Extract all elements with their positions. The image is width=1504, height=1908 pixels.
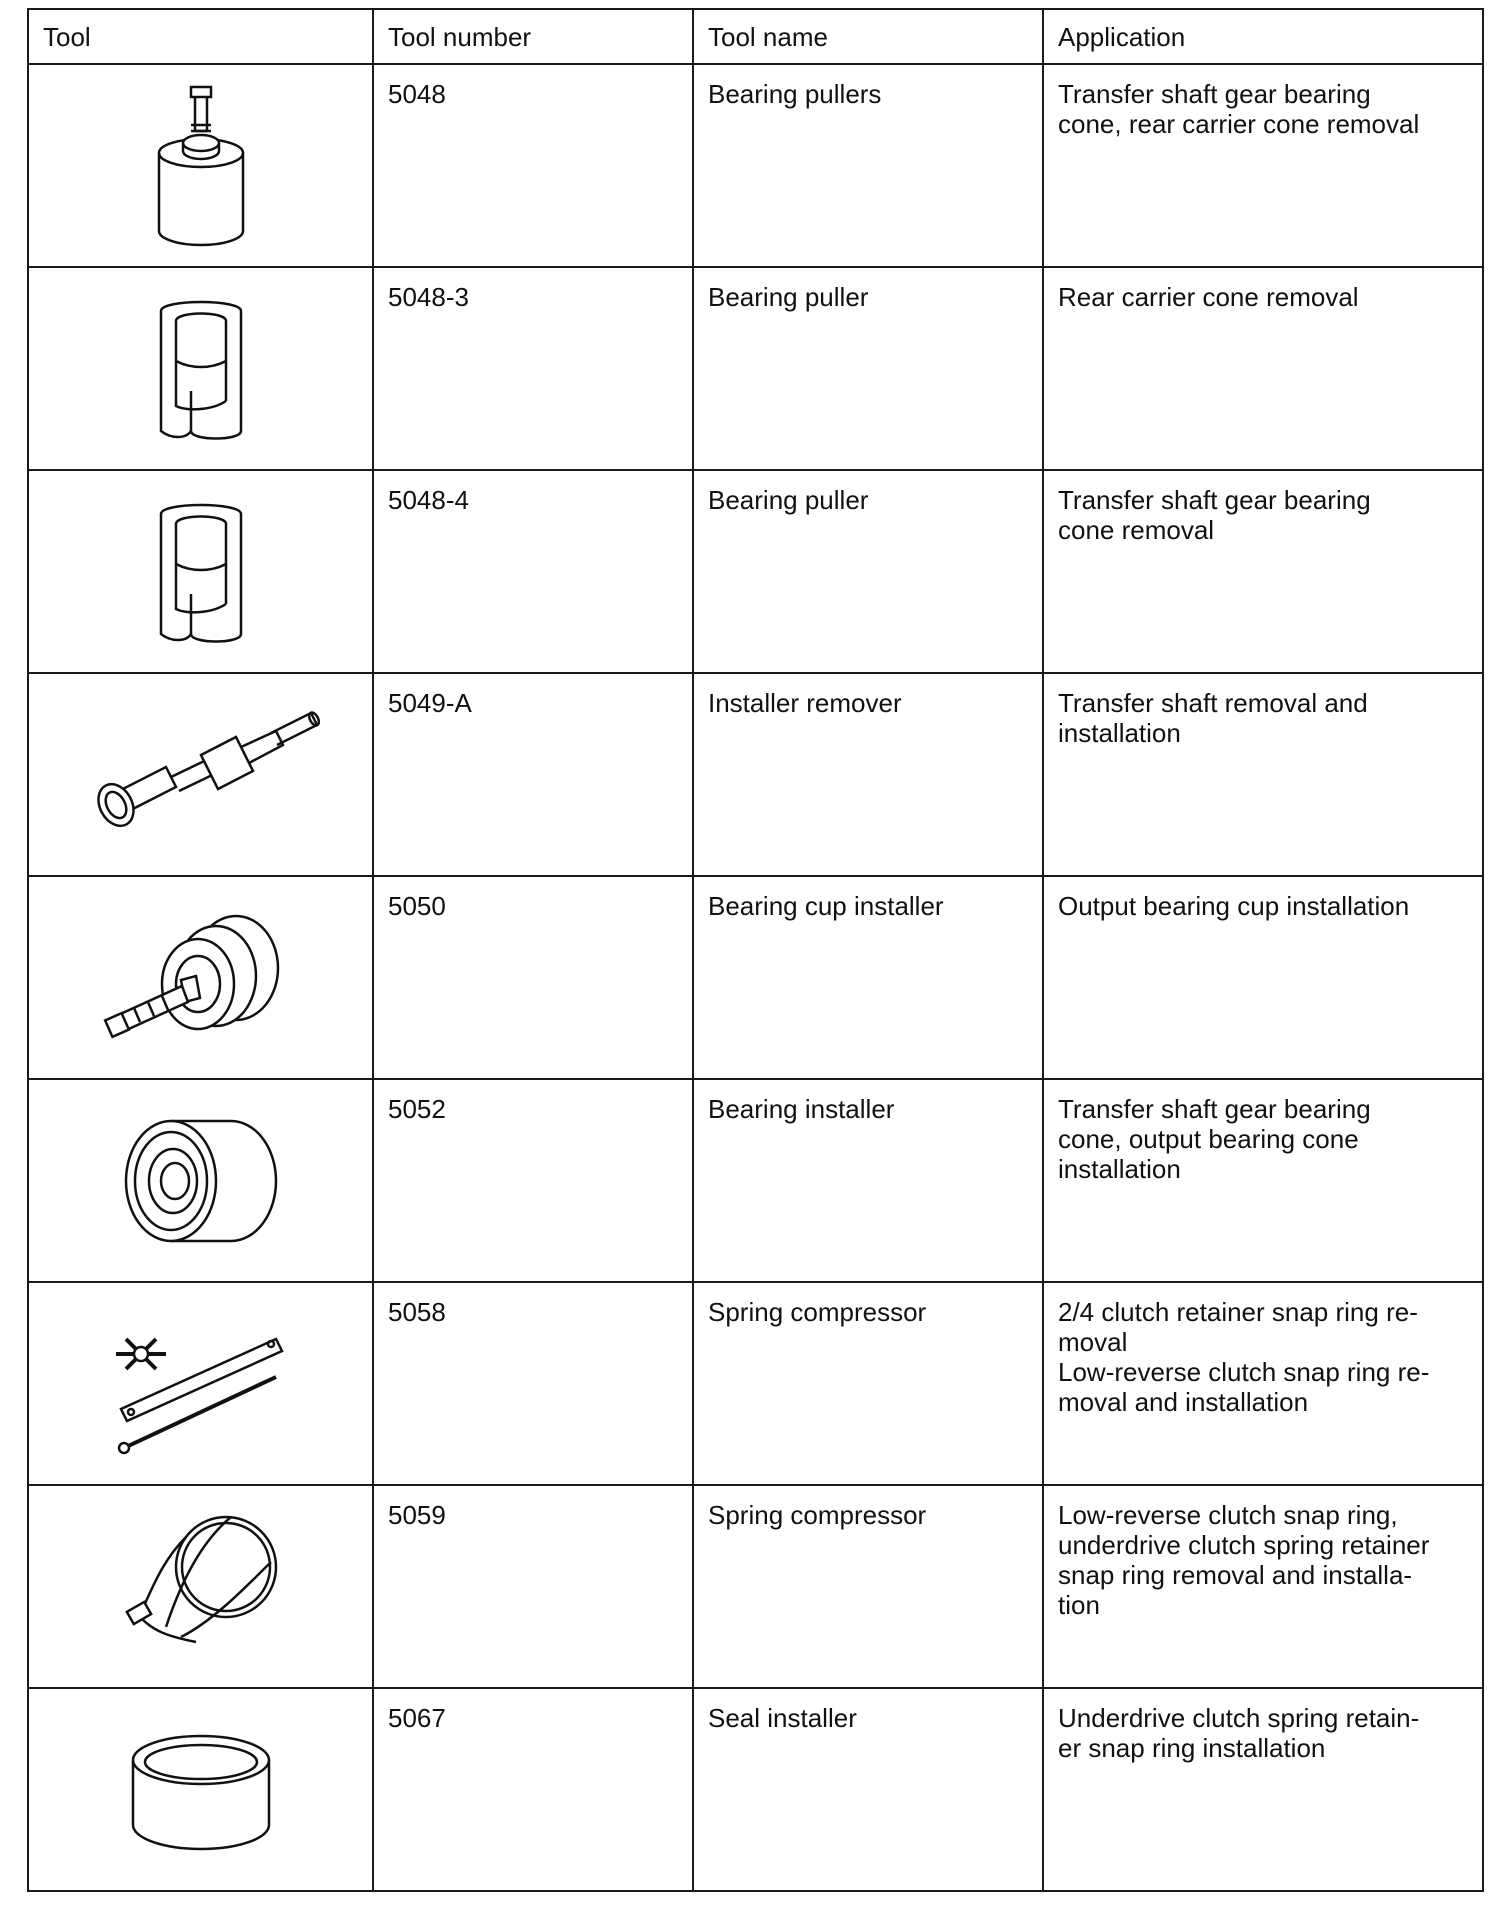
application-line: Rear carrier cone removal	[1058, 282, 1359, 312]
tool-illustration-cell	[28, 267, 373, 470]
tool-number: 5048-3	[373, 267, 693, 470]
application-line: Transfer shaft removal and	[1058, 688, 1368, 718]
tool-number: 5059	[373, 1485, 693, 1688]
installer-remover-icon	[29, 695, 372, 855]
tool-name: Bearing puller	[693, 470, 1043, 673]
application-line: 2/4 clutch retainer snap ring re-	[1058, 1297, 1418, 1327]
tool-illustration-cell	[28, 64, 373, 267]
spring-compressor-cage-icon	[29, 1502, 372, 1672]
special-tools-document	[27, 8, 1484, 1892]
application-line: moval and installation	[1058, 1387, 1309, 1417]
application-line: Low-reverse clutch snap ring,	[1058, 1500, 1398, 1530]
tool-illustration-cell	[28, 1282, 373, 1485]
tool-name: Spring compressor	[693, 1282, 1043, 1485]
table-row	[28, 1282, 1483, 1485]
bearing-pullers-icon	[29, 81, 372, 251]
application-line: underdrive clutch spring retainer	[1058, 1530, 1430, 1560]
tool-number: 5050	[373, 876, 693, 1079]
application-line: cone, output bearing cone	[1058, 1124, 1359, 1154]
application-line: installation	[1058, 1154, 1181, 1184]
tool-application	[1043, 1079, 1483, 1282]
tool-illustration-cell	[28, 673, 373, 876]
application-line: Transfer shaft gear bearing	[1058, 1094, 1371, 1124]
table-header-row	[28, 9, 1483, 64]
tool-number: 5067	[373, 1688, 693, 1891]
tool-illustration-cell	[28, 1079, 373, 1282]
tool-illustration-cell	[28, 1688, 373, 1891]
application-line: cone, rear carrier cone removal	[1058, 109, 1420, 139]
tool-illustration-cell	[28, 1485, 373, 1688]
bearing-puller-half-icon	[29, 281, 372, 456]
special-tools-table	[27, 8, 1484, 1892]
table-row	[28, 1688, 1483, 1891]
application-line: er snap ring installation	[1058, 1733, 1326, 1763]
tool-application	[1043, 470, 1483, 673]
application-line: Low-reverse clutch snap ring re-	[1058, 1357, 1430, 1387]
application-line: tion	[1058, 1590, 1100, 1620]
tool-number: 5048-4	[373, 470, 693, 673]
spring-compressor-bar-icon	[29, 1309, 372, 1459]
tool-application	[1043, 64, 1483, 267]
bearing-puller-half-icon	[29, 484, 372, 659]
application-line: Transfer shaft gear bearing	[1058, 79, 1371, 109]
tool-number: 5058	[373, 1282, 693, 1485]
application-line: Output bearing cup installation	[1058, 891, 1410, 921]
header-tool: Tool	[28, 9, 373, 64]
tool-number: 5049-A	[373, 673, 693, 876]
application-line: Transfer shaft gear bearing	[1058, 485, 1371, 515]
tool-application	[1043, 673, 1483, 876]
table-row	[28, 1079, 1483, 1282]
table-row	[28, 64, 1483, 267]
application-line: Underdrive clutch spring retain-	[1058, 1703, 1420, 1733]
tool-illustration-cell	[28, 876, 373, 1079]
application-line: cone removal	[1058, 515, 1215, 545]
application-line: snap ring removal and installa-	[1058, 1560, 1413, 1590]
tool-name: Seal installer	[693, 1688, 1043, 1891]
tool-name: Bearing installer	[693, 1079, 1043, 1282]
bearing-cup-installer-icon	[29, 898, 372, 1058]
table-row	[28, 673, 1483, 876]
table-row	[28, 267, 1483, 470]
tool-application	[1043, 1485, 1483, 1688]
application-line: installation	[1058, 718, 1181, 748]
seal-installer-icon	[29, 1715, 372, 1865]
table-row	[28, 1485, 1483, 1688]
tool-name: Installer remover	[693, 673, 1043, 876]
tool-name: Bearing puller	[693, 267, 1043, 470]
table-row	[28, 876, 1483, 1079]
tool-number: 5048	[373, 64, 693, 267]
tool-application	[1043, 267, 1483, 470]
header-application: Application	[1043, 9, 1483, 64]
tool-number: 5052	[373, 1079, 693, 1282]
bearing-installer-icon	[29, 1101, 372, 1261]
application-line: moval	[1058, 1327, 1128, 1357]
tool-application	[1043, 876, 1483, 1079]
tool-name: Bearing cup installer	[693, 876, 1043, 1079]
tool-name: Bearing pullers	[693, 64, 1043, 267]
table-row	[28, 470, 1483, 673]
header-tool-number: Tool number	[373, 9, 693, 64]
tool-application	[1043, 1688, 1483, 1891]
tool-illustration-cell	[28, 470, 373, 673]
tool-name: Spring compressor	[693, 1485, 1043, 1688]
tool-application	[1043, 1282, 1483, 1485]
header-tool-name: Tool name	[693, 9, 1043, 64]
